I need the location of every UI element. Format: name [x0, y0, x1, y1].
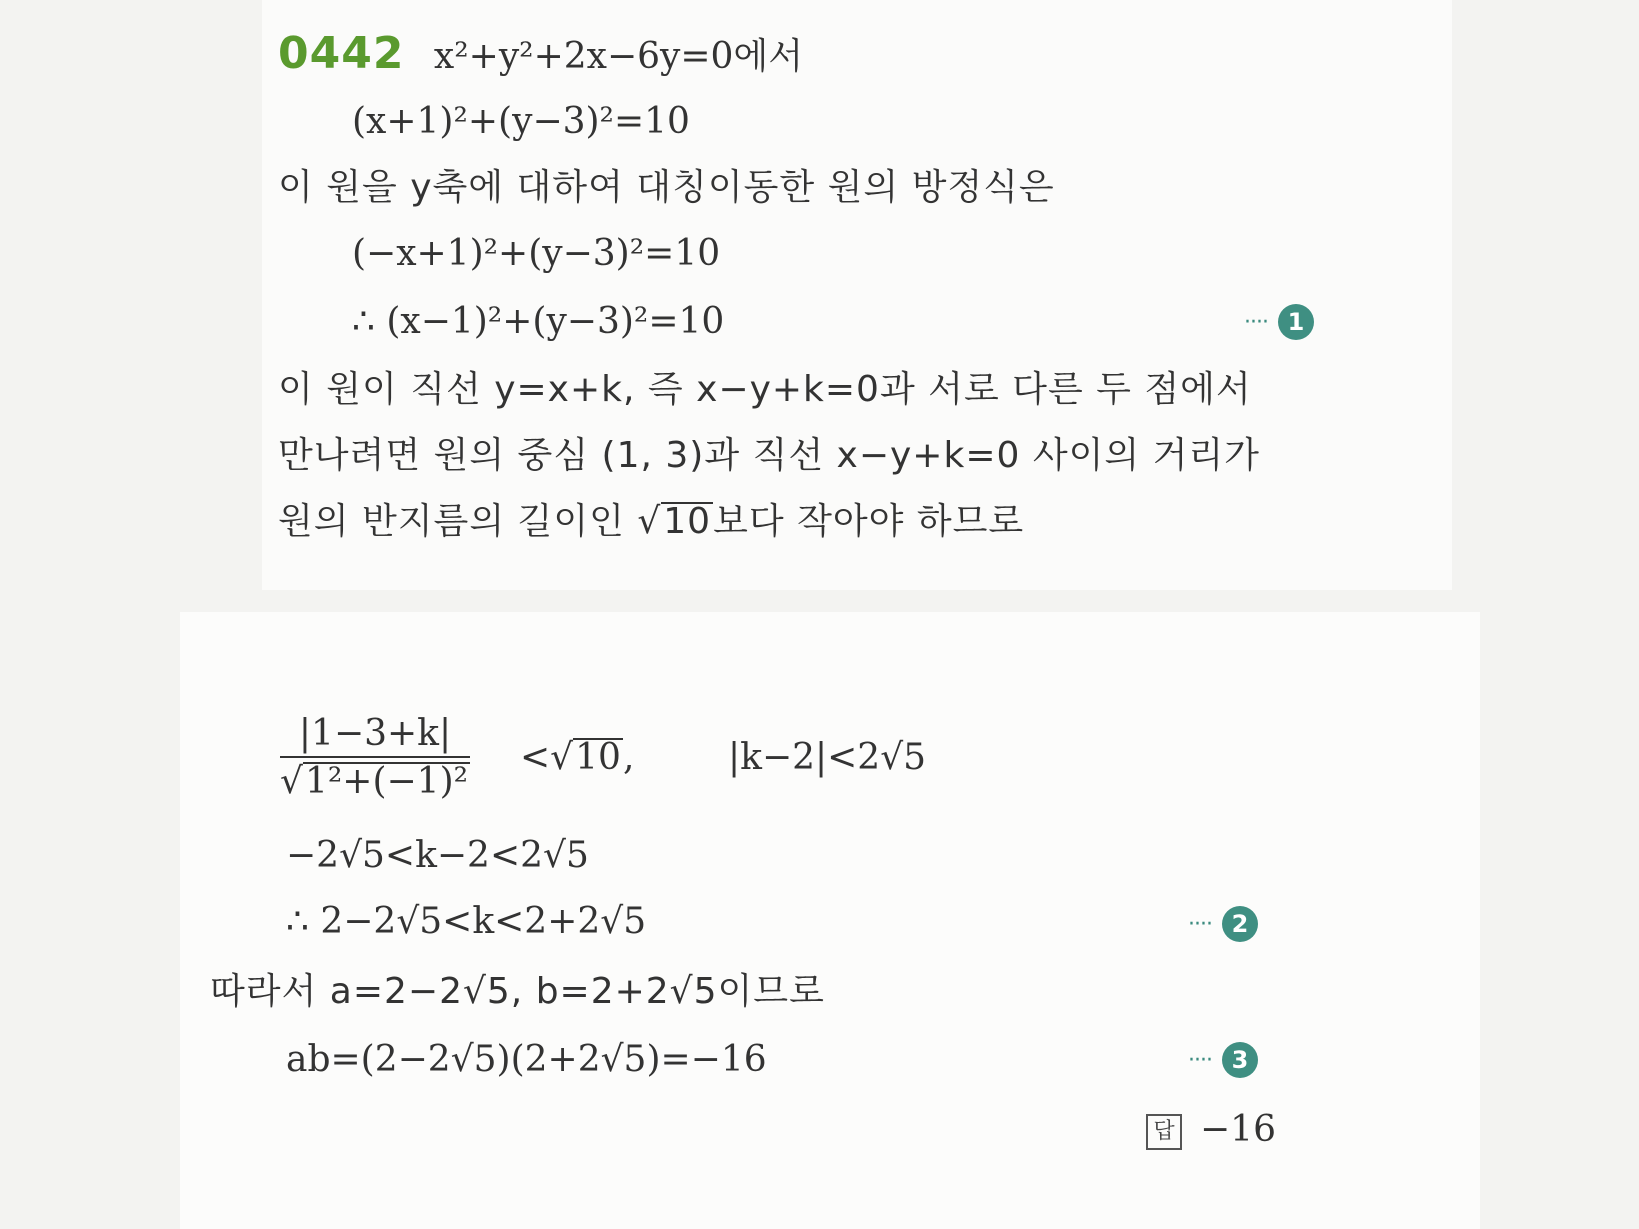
dots-arrow-icon: ····	[1244, 309, 1268, 335]
conclusion-line: 따라서 a=2−2√5, b=2+2√5이므로	[210, 971, 825, 1012]
equation-line-1: x²+y²+2x−6y=0에서	[433, 36, 803, 77]
step-badge-3: 3	[1222, 1042, 1258, 1078]
product-line: ab=(2−2√5)(2+2√5)=−16	[286, 1039, 767, 1080]
text-line-6: 이 원이 직선 y=x+k, 즉 x−y+k=0과 서로 다른 두 점에서	[278, 369, 1252, 410]
answer-label-icon: 답	[1146, 1114, 1182, 1150]
step-marker-1	[1244, 304, 1314, 340]
inequality-1-rhs: <√10,	[520, 737, 635, 778]
text-line-8-pre: 원의 반지름의 길이인	[278, 501, 625, 542]
step-marker-2	[1188, 906, 1258, 942]
equation-line-2: (x+1)²+(y−3)²=10	[352, 101, 690, 142]
step-badge-2: 2	[1222, 906, 1258, 942]
dots-arrow-icon: ····	[1188, 1047, 1212, 1073]
equation-line-4: (−x+1)²+(y−3)²=10	[352, 233, 721, 274]
inequality-1-abs: |k−2|<2√5	[728, 737, 927, 778]
distance-fraction	[280, 712, 470, 806]
step-badge-1: 1	[1278, 304, 1314, 340]
answer-value: −16	[1200, 1109, 1276, 1150]
text-line-3: 이 원을 y축에 대하여 대칭이동한 원의 방정식은	[278, 167, 1055, 208]
text-line-8	[278, 500, 1024, 544]
text-line-7: 만나려면 원의 중심 (1, 3)과 직선 x−y+k=0 사이의 거리가	[278, 435, 1260, 476]
dots-arrow-icon: ····	[1188, 911, 1212, 937]
final-answer	[1146, 1108, 1276, 1152]
sqrt-10: √10	[637, 501, 712, 542]
problem-number: 0442	[278, 28, 405, 79]
inequality-3: ∴ 2−2√5<k<2+2√5	[286, 901, 647, 942]
problem-header	[278, 28, 803, 79]
text-line-8-post: 보다 작아야 하므로	[713, 501, 1025, 542]
equation-line-5: ∴ (x−1)²+(y−3)²=10	[352, 301, 725, 342]
inequality-2: −2√5<k−2<2√5	[286, 835, 589, 876]
step-marker-3	[1188, 1042, 1258, 1078]
fraction-numerator: |1−3+k|	[280, 712, 470, 758]
fraction-denominator: √1²+(−1)²	[280, 761, 469, 802]
